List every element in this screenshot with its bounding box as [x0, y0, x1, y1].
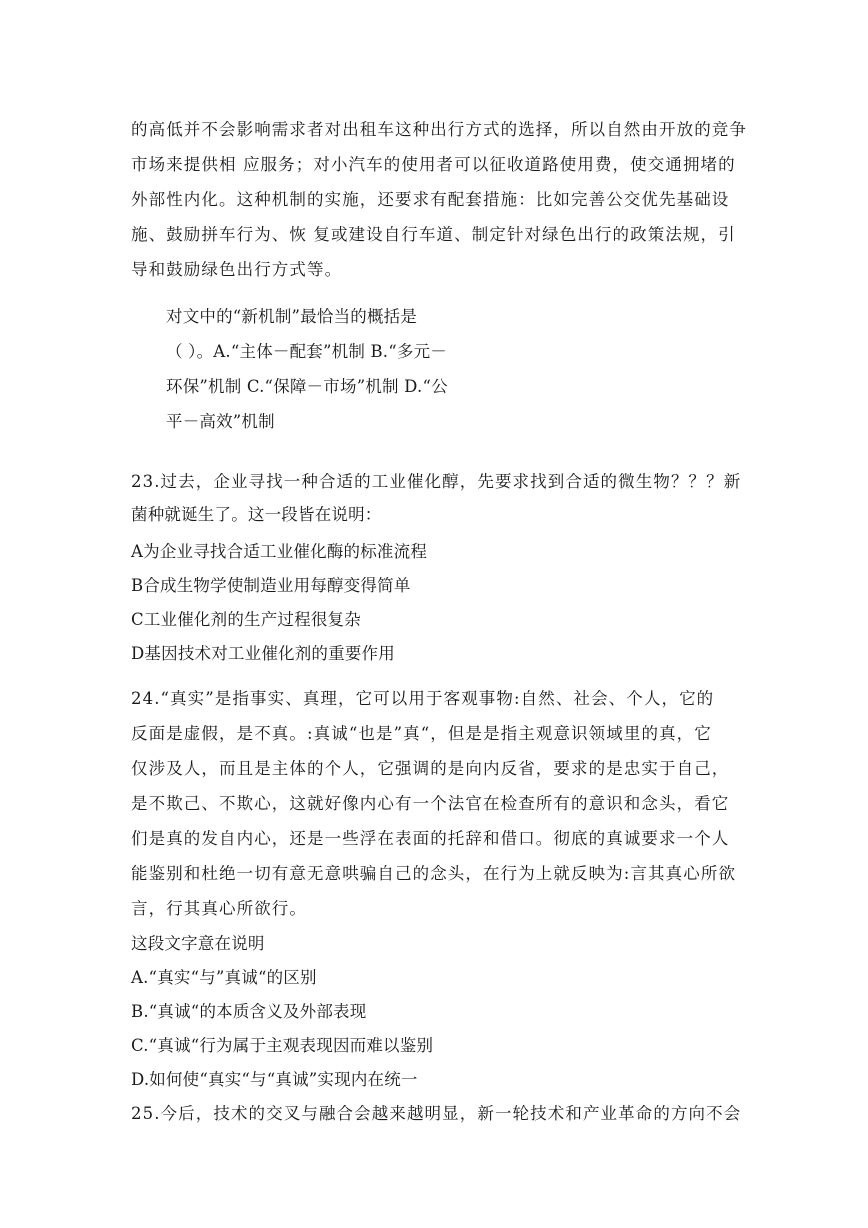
passage-line: 导和鼓励绿色出行方式等。 — [131, 260, 343, 279]
passage-line: 外部性内化。这种机制的实施，还要求有配套措施：比如完善公交优先基础设 — [131, 190, 730, 209]
q24-stem-line: 言，行其真心所欲行。 — [131, 899, 307, 918]
q24-stem-line: 是不欺己、不欺心，这就好像内心有一个法官在检查所有的意识和念头，看它 — [131, 794, 730, 813]
q24-stem-line: 们是真的发自内心，还是一些浮在表面的托辞和借口。彻底的真诚要求一个人 — [131, 829, 730, 848]
q24-stem-line: 仅涉及人，而且是主体的个人，它强调的是向内反省，要求的是忠实于自己， — [131, 759, 730, 778]
q24-question: 这段文字意在说明 — [131, 934, 265, 953]
q24-option-b: B.“真诚“的本质含义及外部表现 — [131, 1002, 367, 1021]
q23-option-b: B合成生物学使制造业用每醇变得简单 — [131, 576, 411, 595]
q23-stem-line: 菌种就诞生了。这一段皆在说明： — [131, 505, 382, 524]
passage-line: 市场来提供相 应服务；对小汽车的使用者可以征收道路使用费，使交通拥堵的 — [131, 155, 736, 174]
q24-stem-line: 能鉴别和杜绝一切有意无意哄骗自己的念头，在行为上就反映为:言其真心所欲 — [131, 864, 737, 883]
q22-line: 对文中的“新机制”最恰当的概括是 — [166, 307, 418, 326]
q23-option-d: D基因技术对工业催化剂的重要作用 — [131, 644, 395, 663]
q25-stem-line: 25.今后，技术的交叉与融合会越来越明显，新一轮技术和产业革命的方向不会 — [131, 1104, 742, 1123]
q24-option-c: C.“真诚“行为属于主观表现因而难以鉴别 — [131, 1036, 434, 1055]
q23-stem-line: 23.过去，企业寻找一种合适的工业催化醇，先要求找到合适的微生物？？？新 — [131, 472, 742, 491]
q22-line: 平－高效”机制 — [166, 412, 275, 431]
q23-option-a: A为企业寻找合适工业催化酶的标准流程 — [131, 542, 428, 561]
q24-option-a: A.“真实“与”真诚“的区别 — [131, 968, 317, 987]
q22-line: （ ）。A.“主体－配套”机制 B.“多元－ — [166, 342, 447, 361]
q24-stem-line: 24.“真实”是指事实、真理，它可以用于客观事物:自然、社会、个人，它的 — [131, 689, 715, 708]
passage-line: 施、鼓励拼车行为、恢 复或建设自行车道、制定针对绿色出行的政策法规，引 — [131, 225, 736, 244]
q24-option-d: D.如何使“真实“与“真诚”实现内在统一 — [131, 1070, 418, 1089]
q23-option-c: C工业催化剂的生产过程很复杂 — [131, 610, 361, 629]
passage-line: 的高低并不会影响需求者对出租车这种出行方式的选择，所以自然由开放的竞争 — [131, 120, 747, 139]
q24-stem-line: 反面是虚假，是不真。:真诚“也是”真“，但是是指主观意识领域里的真，它 — [131, 724, 712, 743]
q22-line: 环保”机制 C.“保障－市场”机制 D.“公 — [166, 377, 448, 396]
